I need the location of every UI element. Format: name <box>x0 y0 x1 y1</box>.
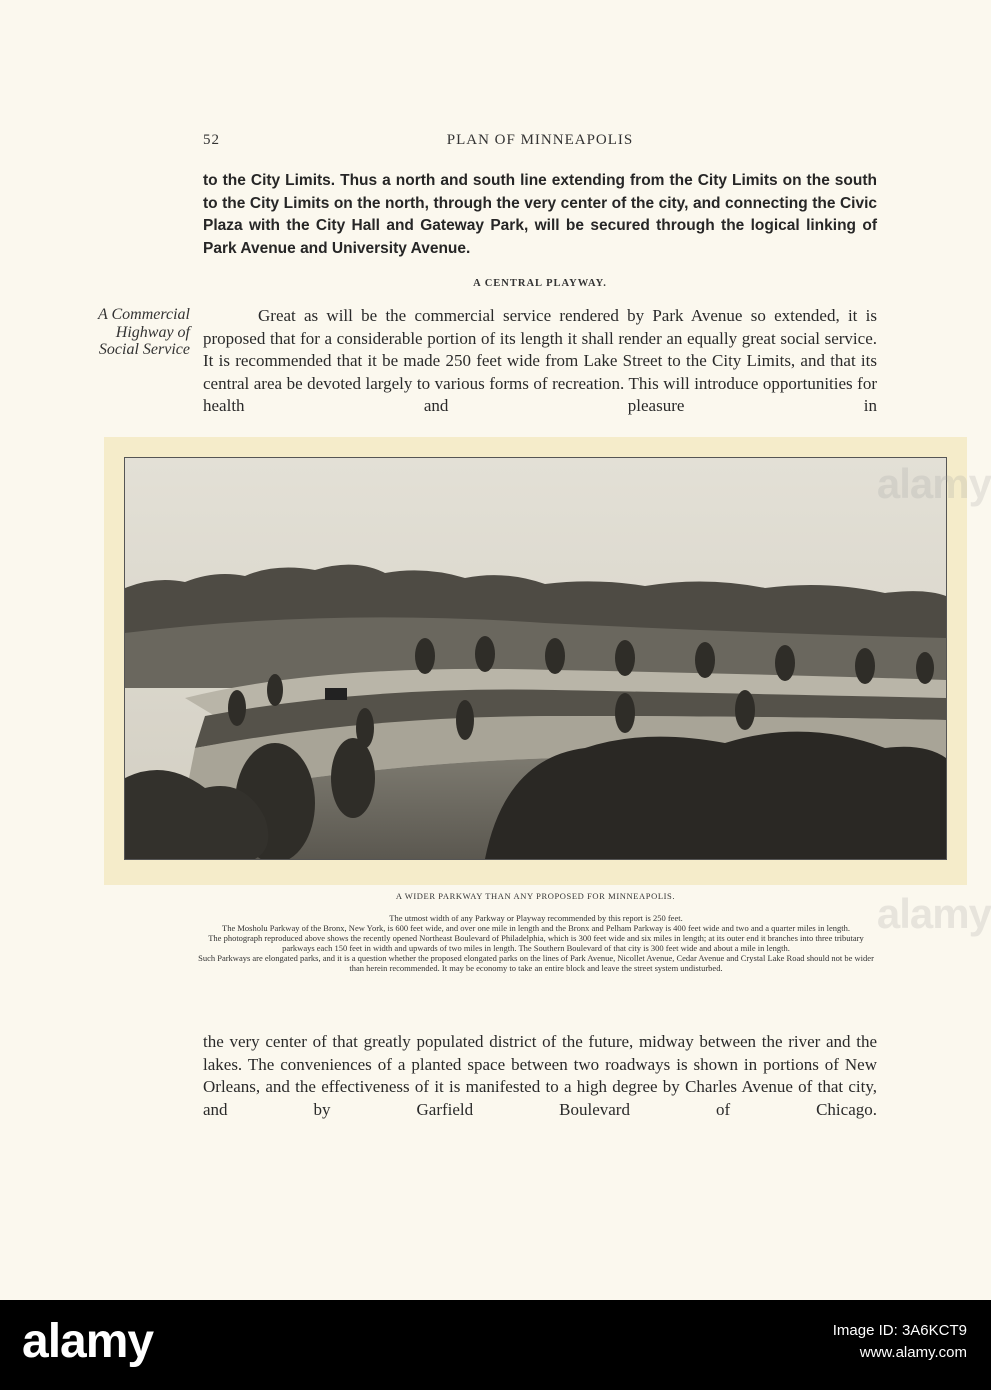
margin-note-line: Social Service <box>98 341 190 358</box>
parkway-photo-illustration <box>125 458 946 859</box>
parkway-photograph <box>124 457 947 860</box>
page-number: 52 <box>203 132 220 148</box>
intro-paragraph: to the City Limits. Thus a north and south line extending from the City Limits on the south to the City Limits on the north, through the very center of the city, and connecting the Civic Plaza with the City Hall and Gateway Park, will be secured through the logical linking of Park Avenue and University Avenue. <box>203 172 877 257</box>
image-id: Image ID: 3A6KCT9 <box>832 1322 967 1339</box>
section-paragraph: Great as will be the commercial service rendered by Park Avenue so extended, it is proposed that for a considerable portion of its length it shall render an equally great social service. It is recommended that it be made 250 feet wide from Lake Street to the City Limits, and that its central area be devoted largely to various forms of recreation. This will introduce opportunities for health and pleasure in <box>203 306 877 415</box>
caption-line: The photograph reproduced above shows the recently opened Northeast Boulevard of Philadelphia, which is 300 feet wide and six miles in length; at its outer end it branches into three tributary parkways each 150 feet in width and upwards of two miles in length. The Southern Boulevard of that city is 300 feet wide and about a mile in length. <box>208 933 864 953</box>
alamy-logo: alamy <box>22 1315 154 1368</box>
photo-plate <box>104 437 967 885</box>
image-meta <box>833 1320 967 1364</box>
caption-line: The Mosholu Parkway of the Bronx, New York, is 600 feet wide, and over one mile in length and the Bronx and Pelham Parkway is 400 feet wide and two and a quarter miles in length. <box>222 923 850 933</box>
caption-line: Such Parkways are elongated parks, and it is a question whether the proposed elongated parks on the lines of Park Avenue, Nicollet Avenue, Cedar Avenue and Crystal Lake Road should not be wider than herein recommended. It may be economy to take an entire block and leave the street system undisturbed. <box>198 953 874 973</box>
closing-paragraph: the very center of that greatly populated district of the future, midway between the river and the lakes. The conveniences of a planted space between two roadways is shown in portions of New Orleans, and the effectiveness of it is manifested to a high degree by Charles Avenue of that city, and by Garfield Boulevard of Chicago. <box>203 1032 877 1119</box>
stock-footer-bar <box>0 1300 991 1390</box>
site-url: www.alamy.com <box>859 1344 967 1361</box>
margin-note <box>60 306 190 359</box>
watermark-logo: alamy <box>876 460 991 507</box>
running-title: PLAN OF MINNEAPOLIS <box>446 132 634 148</box>
watermark-logo: alamy <box>876 890 991 937</box>
figure-caption <box>196 913 876 973</box>
section-title: A CENTRAL PLAYWAY. <box>473 278 607 289</box>
figure-caption-title: A WIDER PARKWAY THAN ANY PROPOSED FOR MINNEAPOLIS. <box>395 891 676 901</box>
margin-note-line: A Commercial <box>98 306 190 323</box>
running-header <box>203 132 877 154</box>
margin-note-line: Highway of <box>115 323 190 341</box>
caption-line: The utmost width of any Parkway or Playway recommended by this report is 250 feet. <box>389 913 683 923</box>
